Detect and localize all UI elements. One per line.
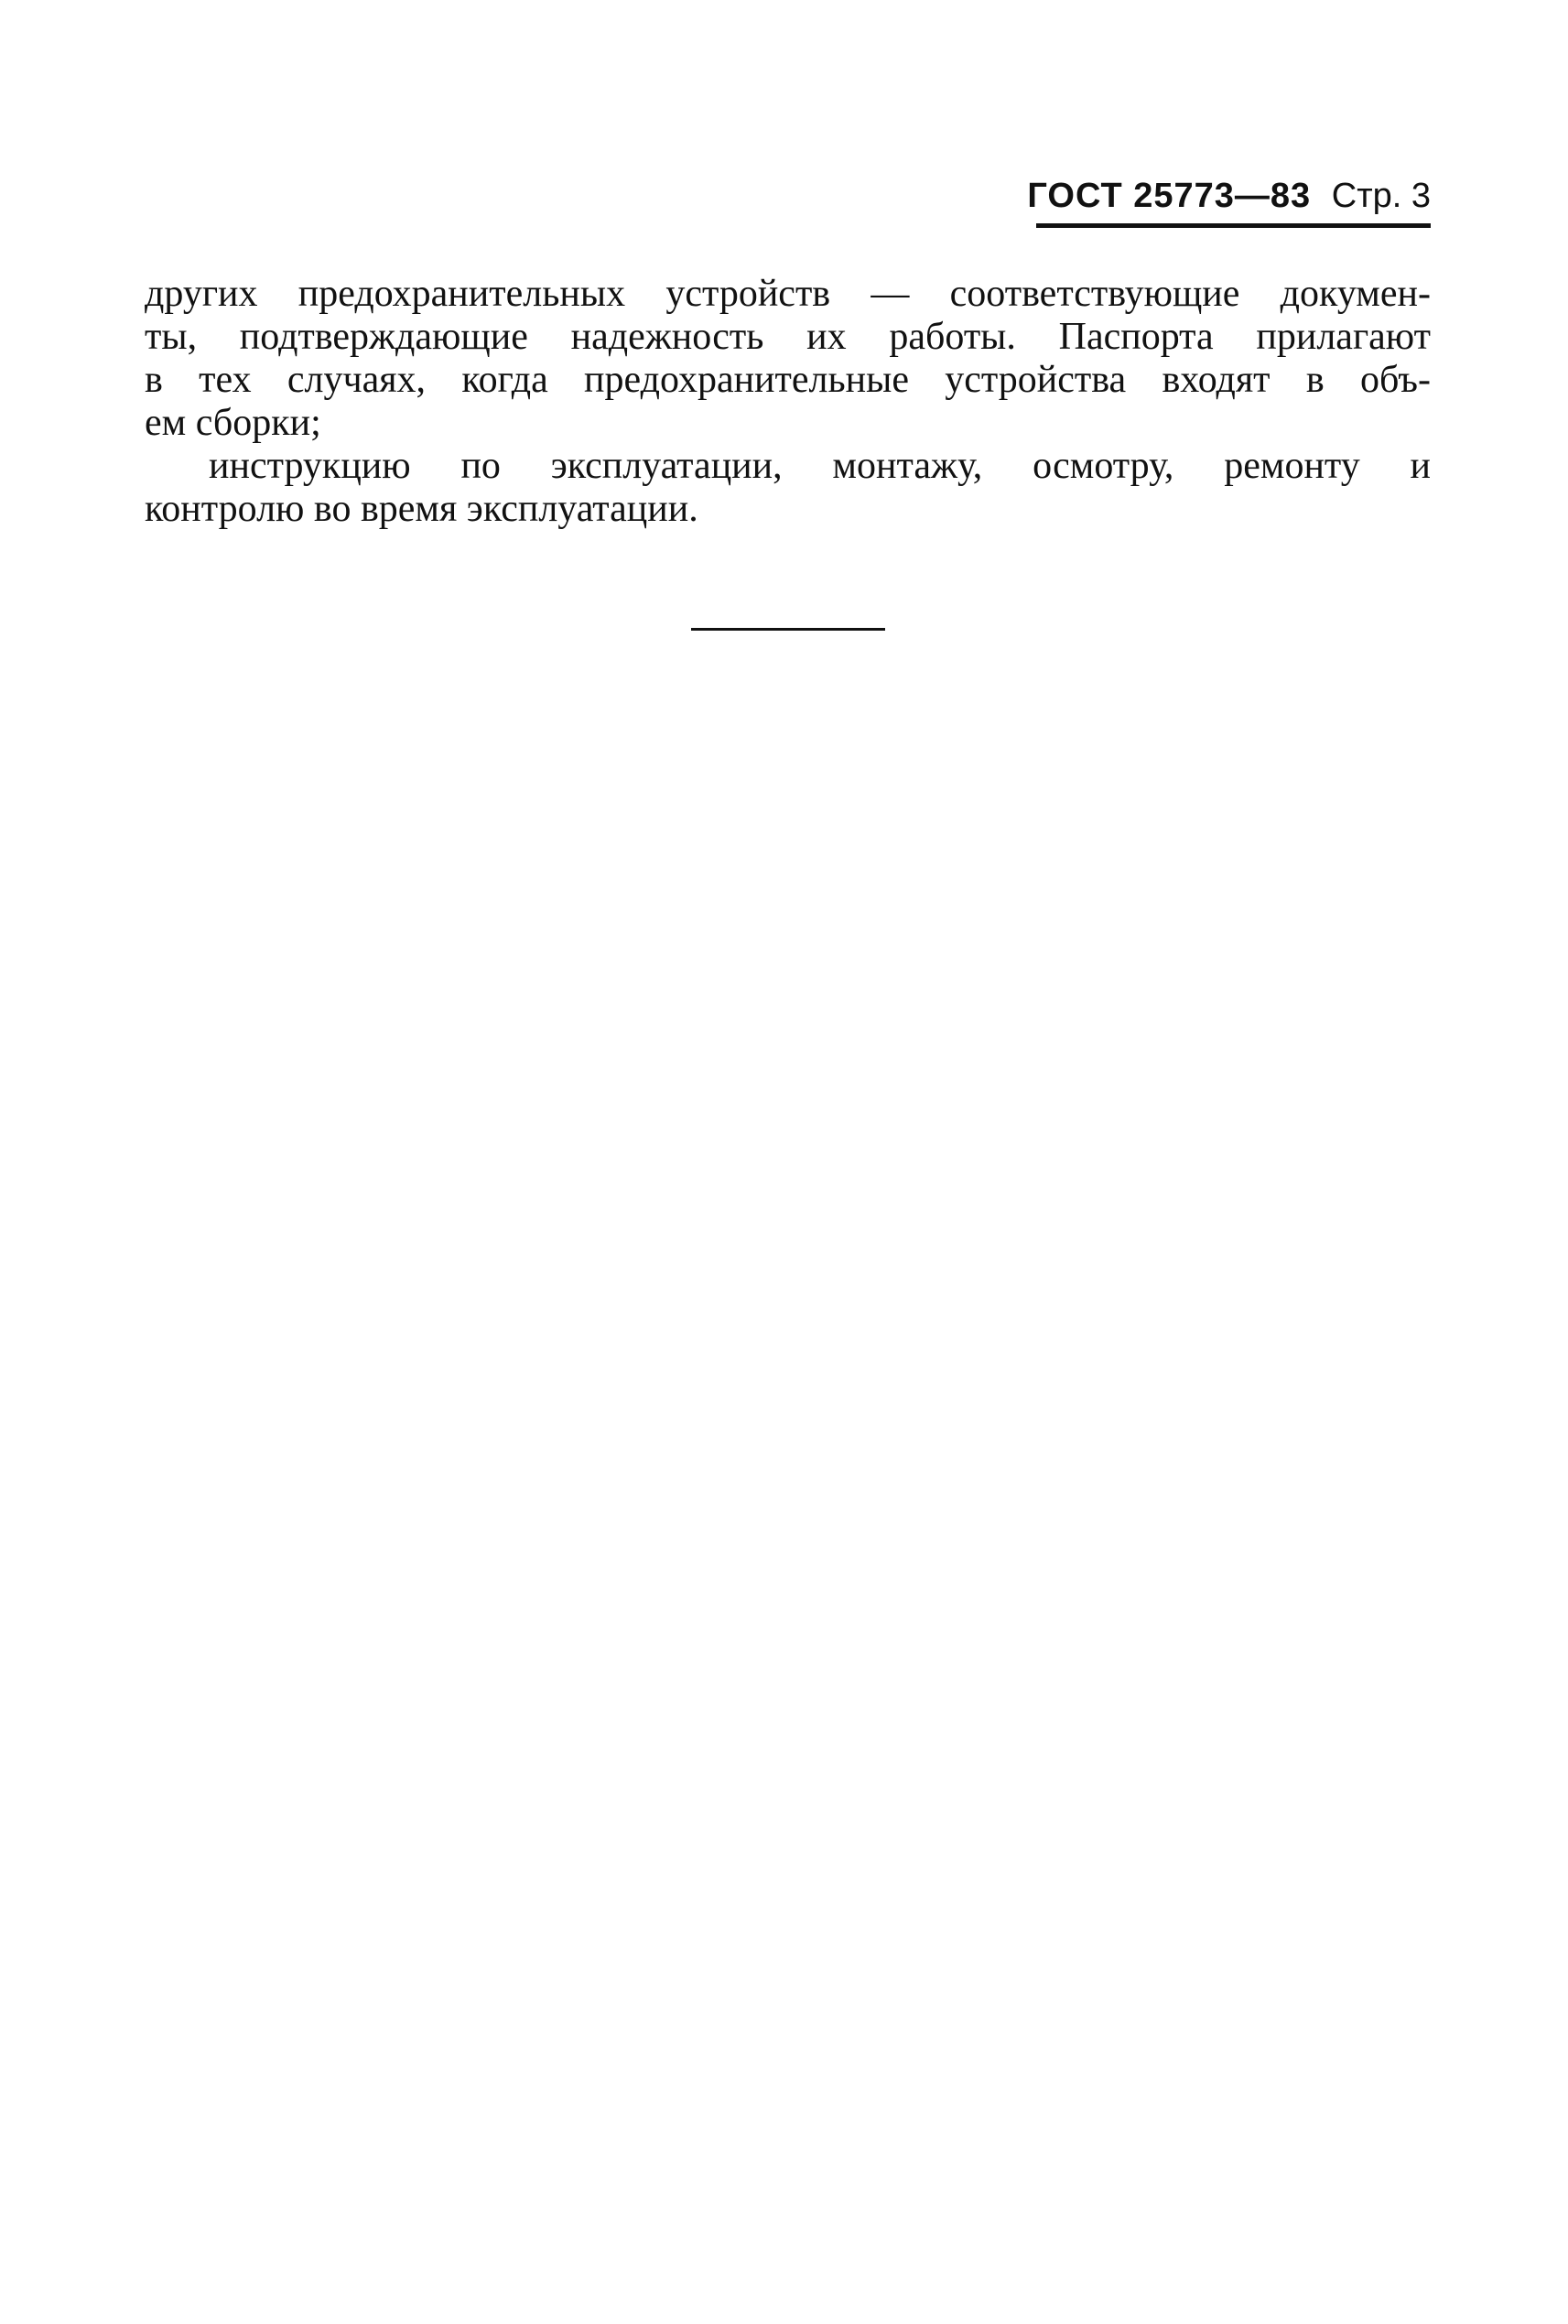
header-rule (1036, 223, 1431, 228)
standard-number: ГОСТ 25773—83 (1027, 177, 1312, 215)
page-header (1027, 174, 1431, 218)
page-number: Стр. 3 (1331, 177, 1431, 215)
text-line: инструкцию по эксплуатации, монтажу, осмотру, ремонту и (209, 445, 1431, 487)
document-body (145, 273, 1431, 531)
paragraph-instructions (145, 445, 1431, 531)
text-line: других предохранительных устройств — соответствующие докумен- (145, 273, 1431, 315)
end-of-text-rule (691, 628, 885, 631)
paragraph-documents (145, 273, 1431, 445)
text-line: ты, подтверждающие надежность их работы. Паспорта прилагают (145, 316, 1431, 358)
text-line: в тех случаях, когда предохранительные устройства входят в объ- (145, 359, 1431, 401)
text-line: контролю во время эксплуатации. (145, 488, 698, 530)
text-line: ем сборки; (145, 402, 321, 444)
